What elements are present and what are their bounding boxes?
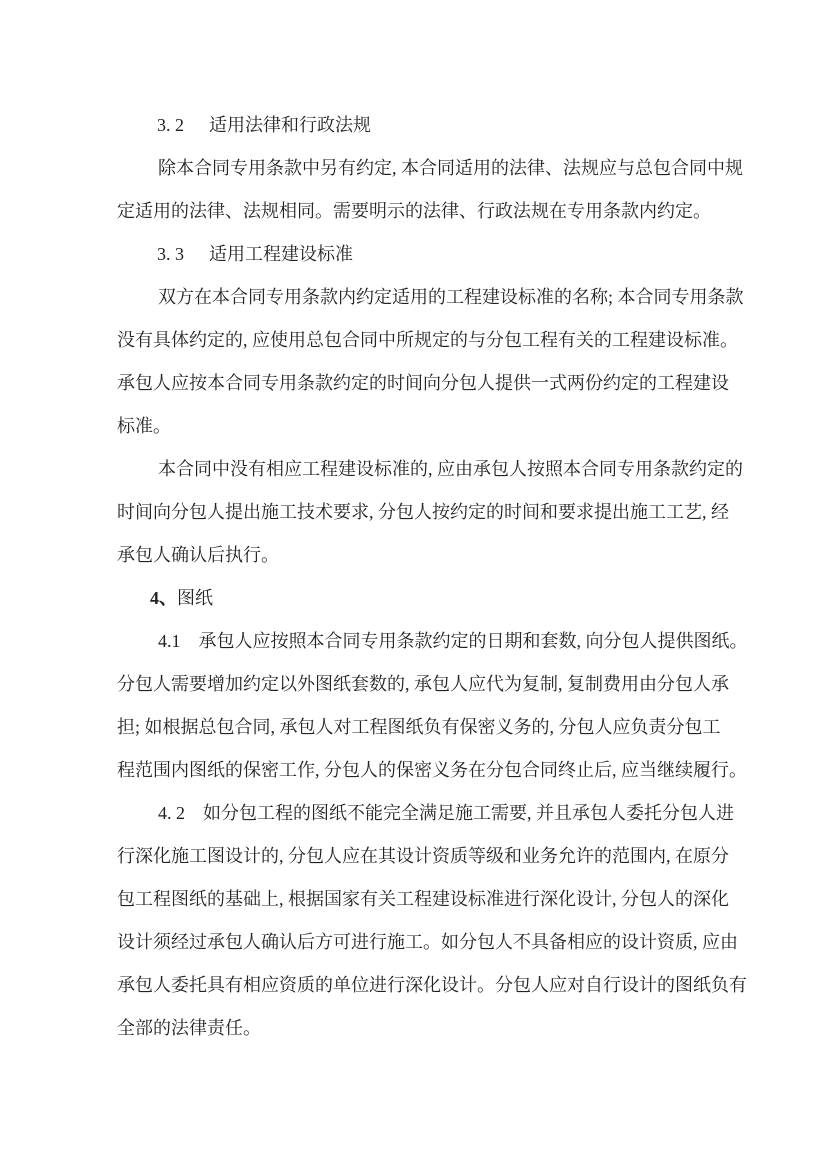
paragraph-line: 承包人委托具有相应资质的单位进行深化设计。分包人应对自行设计的图纸负有 — [117, 975, 747, 995]
paragraph-line: 包工程图纸的基础上, 根据国家有关工程建设标准进行深化设计, 分包人的深化 — [117, 889, 729, 909]
paragraph-line: 4. 2 如分包工程的图纸不能完全满足施工需要, 并且承包人委托分包人进 — [158, 803, 734, 823]
paragraph-line: 除本合同专用条款中另有约定, 本合同适用的法律、法规应与总包合同中规 — [158, 158, 743, 178]
paragraph-line: 标准。 — [117, 416, 171, 436]
paragraph-line: 双方在本合同专用条款内约定适用的工程建设标准的名称; 本合同专用条款 — [158, 287, 744, 307]
paragraph-line: 定适用的法律、法规相同。需要明示的法律、行政法规在专用条款内约定。 — [117, 201, 711, 221]
paragraph-line: 担; 如根据总包合同, 承包人对工程图纸负有保密义务的, 分包人应负责分包工 — [117, 717, 721, 737]
section-heading-3-2: 3. 2 适用法律和行政法规 — [157, 115, 371, 135]
paragraph-line: 程范围内图纸的保密工作, 分包人的保密义务在分包合同终止后, 应当继续履行。 — [117, 760, 747, 780]
paragraph-line: 没有具体约定的, 应使用总包合同中所规定的与分包工程有关的工程建设标准。 — [117, 330, 738, 350]
section-heading-3-3: 3. 3 适用工程建设标准 — [157, 244, 353, 264]
paragraph-line: 分包人需要增加约定以外图纸套数的, 承包人应代为复制, 复制费用由分包人承 — [117, 674, 729, 694]
paragraph-line: 4.1 承包人应按照本合同专用条款约定的日期和套数, 向分包人提供图纸。 — [158, 631, 748, 651]
paragraph-line: 时间向分包人提出施工技术要求, 分包人按约定的时间和要求提出施工工艺, 经 — [117, 502, 729, 522]
section-heading-4: 4、图纸 — [150, 588, 213, 608]
paragraph-line: 全部的法律责任。 — [117, 1018, 261, 1038]
paragraph-line: 设计须经过承包人确认后方可进行施工。如分包人不具备相应的设计资质, 应由 — [117, 932, 738, 952]
paragraph-line: 承包人应按本合同专用条款约定的时间向分包人提供一式两份约定的工程建设 — [117, 373, 729, 393]
paragraph-line: 承包人确认后执行。 — [117, 545, 279, 565]
paragraph-line: 本合同中没有相应工程建设标准的, 应由承包人按照本合同专用条款约定的 — [158, 459, 743, 479]
paragraph-line: 行深化施工图设计的, 分包人应在其设计资质等级和业务允许的范围内, 在原分 — [117, 846, 729, 866]
